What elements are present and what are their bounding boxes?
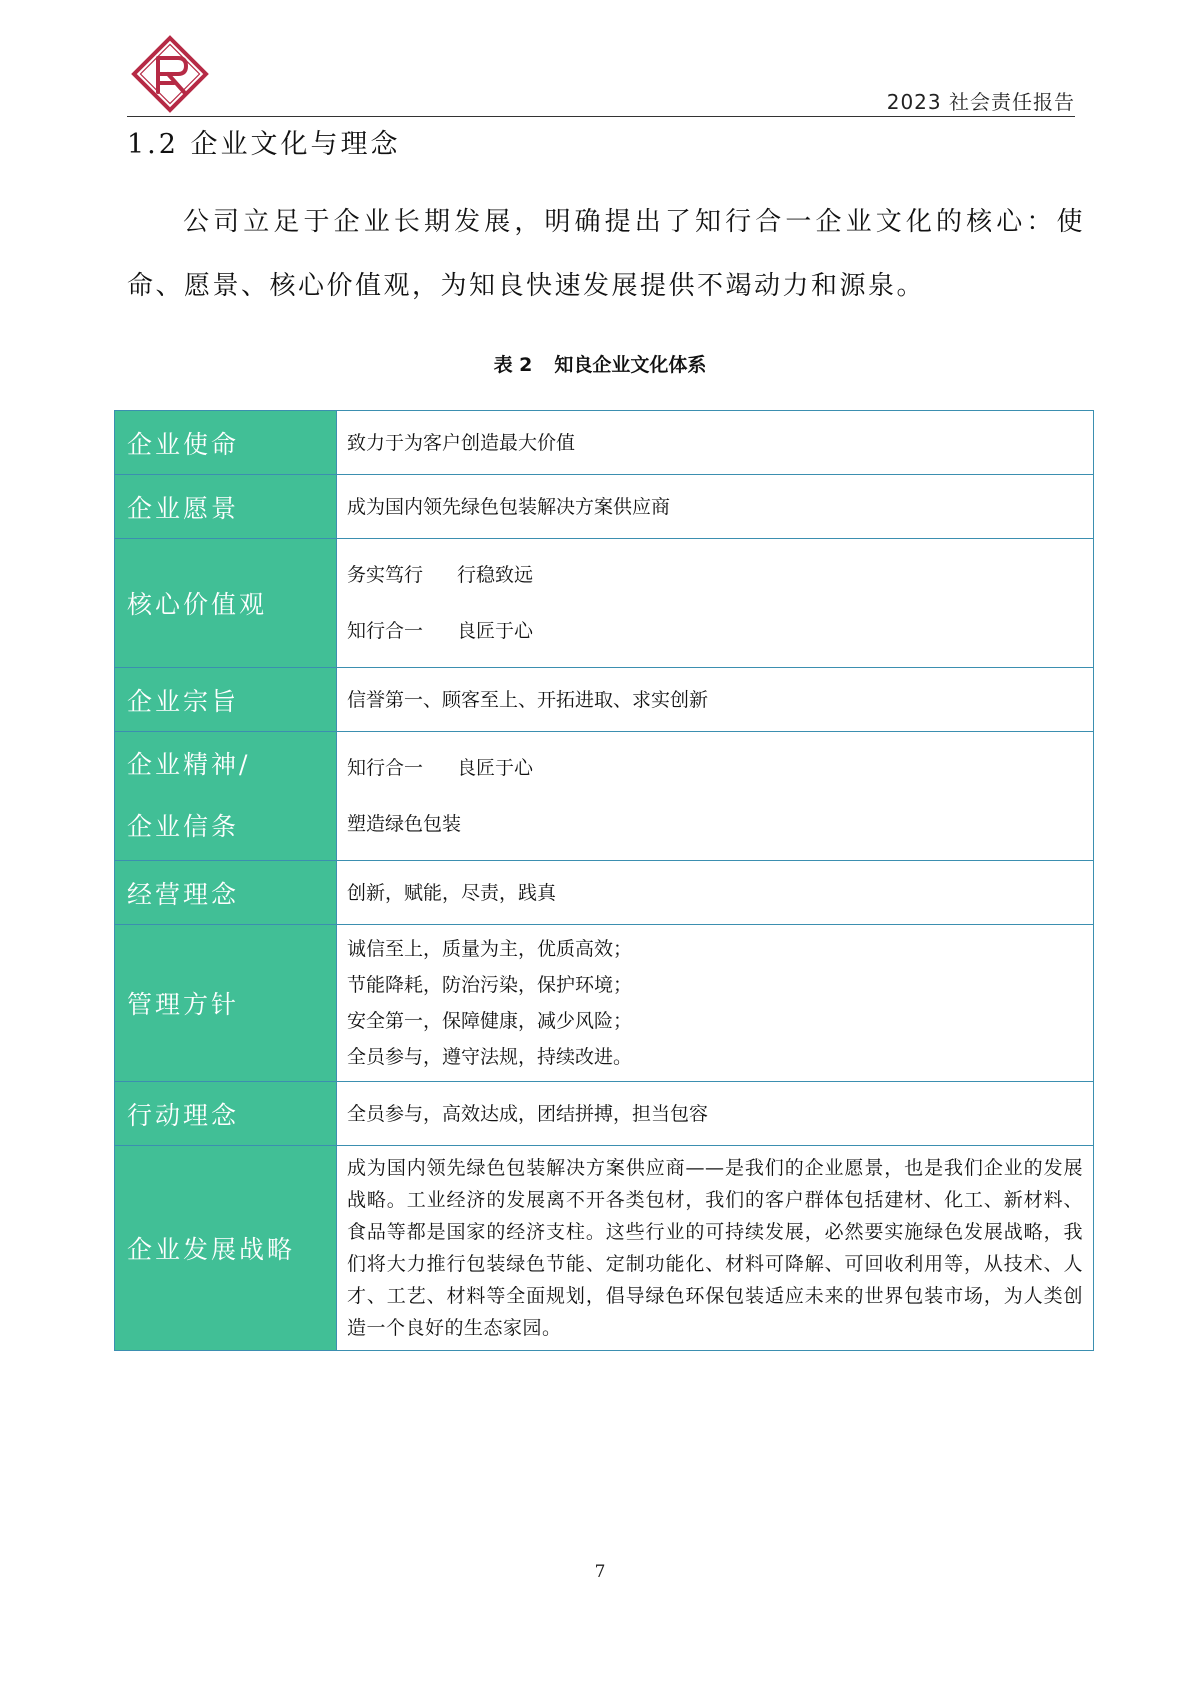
culture-table bbox=[114, 410, 1094, 1351]
value-phrase: 良匠于心 bbox=[457, 757, 534, 779]
table-row bbox=[115, 1082, 1094, 1146]
policy-line: 诚信至上，质量为主，优质高效； bbox=[347, 938, 633, 960]
table-row bbox=[115, 668, 1094, 732]
row-content bbox=[337, 925, 1094, 1082]
table-row bbox=[115, 475, 1094, 539]
row-label: 企业发展战略 bbox=[115, 1146, 337, 1351]
value-line bbox=[347, 603, 1083, 659]
value-line bbox=[347, 796, 1083, 852]
company-logo-icon bbox=[130, 34, 210, 114]
page-number: 7 bbox=[594, 1562, 606, 1582]
value-phrase: 知行合一 bbox=[347, 757, 424, 779]
policy-line: 全员参与，遵守法规，持续改进。 bbox=[347, 1046, 633, 1068]
table-row bbox=[115, 539, 1094, 668]
row-content: 成为国内领先绿色包装解决方案供应商 bbox=[337, 475, 1094, 539]
value-line bbox=[347, 547, 1083, 603]
row-label bbox=[115, 732, 337, 861]
row-label: 经营理念 bbox=[115, 861, 337, 925]
table-caption-number: 表 2 bbox=[493, 354, 533, 376]
table-caption-title: 知良企业文化体系 bbox=[554, 354, 707, 376]
table-caption bbox=[0, 350, 1200, 377]
report-title: 2023 社会责任报告 bbox=[886, 90, 1075, 114]
row-content: 成为国内领先绿色包装解决方案供应商——是我们的企业愿景，也是我们企业的发展战略。工业经济的发展离不开各类包材，我们的客户群体包括建材、化工、新材料、食品等都是国家的经济支柱。这些行业的可持续发展，必然要实施绿色发展战略，我们将大力推行包装绿色节能、定制功能化、材料可降解、可回收利用等，从技术、人才、工艺、材料等全面规划，倡导绿色环保包装适应未来的世界包装市场，为人类创造一个良好的生态家园。 bbox=[337, 1146, 1094, 1351]
row-content: 信誉第一、顾客至上、开拓进取、求实创新 bbox=[337, 668, 1094, 732]
table-row bbox=[115, 411, 1094, 475]
intro-paragraph: 公司立足于企业长期发展，明确提出了知行合一企业文化的核心：使命、愿景、核心价值观，为知良快速发展提供不竭动力和源泉。 bbox=[127, 207, 1085, 301]
row-label-line: 企业精神/ bbox=[127, 750, 251, 779]
table-row bbox=[115, 925, 1094, 1082]
row-label: 企业宗旨 bbox=[115, 668, 337, 732]
table-row bbox=[115, 861, 1094, 925]
row-label-line: 企业信条 bbox=[127, 812, 240, 841]
row-content: 全员参与，高效达成，团结拼搏，担当包容 bbox=[337, 1082, 1094, 1146]
value-phrase: 良匠于心 bbox=[457, 620, 534, 642]
policy-line: 安全第一，保障健康，减少风险； bbox=[347, 1010, 633, 1032]
table-row bbox=[115, 1146, 1094, 1351]
row-content: 创新，赋能，尽责，践真 bbox=[337, 861, 1094, 925]
row-label: 行动理念 bbox=[115, 1082, 337, 1146]
row-content bbox=[337, 539, 1094, 668]
policy-line: 节能降耗，防治污染，保护环境； bbox=[347, 974, 633, 996]
row-label: 企业使命 bbox=[115, 411, 337, 475]
value-phrase: 行稳致远 bbox=[457, 564, 534, 586]
table-row bbox=[115, 732, 1094, 861]
row-label: 企业愿景 bbox=[115, 475, 337, 539]
value-phrase: 务实笃行 bbox=[347, 564, 424, 586]
row-content bbox=[337, 732, 1094, 861]
value-phrase: 塑造绿色包装 bbox=[347, 813, 462, 835]
value-phrase: 知行合一 bbox=[347, 620, 424, 642]
section-title: 1.2 企业文化与理念 bbox=[127, 129, 401, 160]
value-line bbox=[347, 740, 1083, 796]
header-divider bbox=[127, 116, 1075, 117]
row-label: 管理方针 bbox=[115, 925, 337, 1082]
row-label: 核心价值观 bbox=[115, 539, 337, 668]
row-content: 致力于为客户创造最大价值 bbox=[337, 411, 1094, 475]
